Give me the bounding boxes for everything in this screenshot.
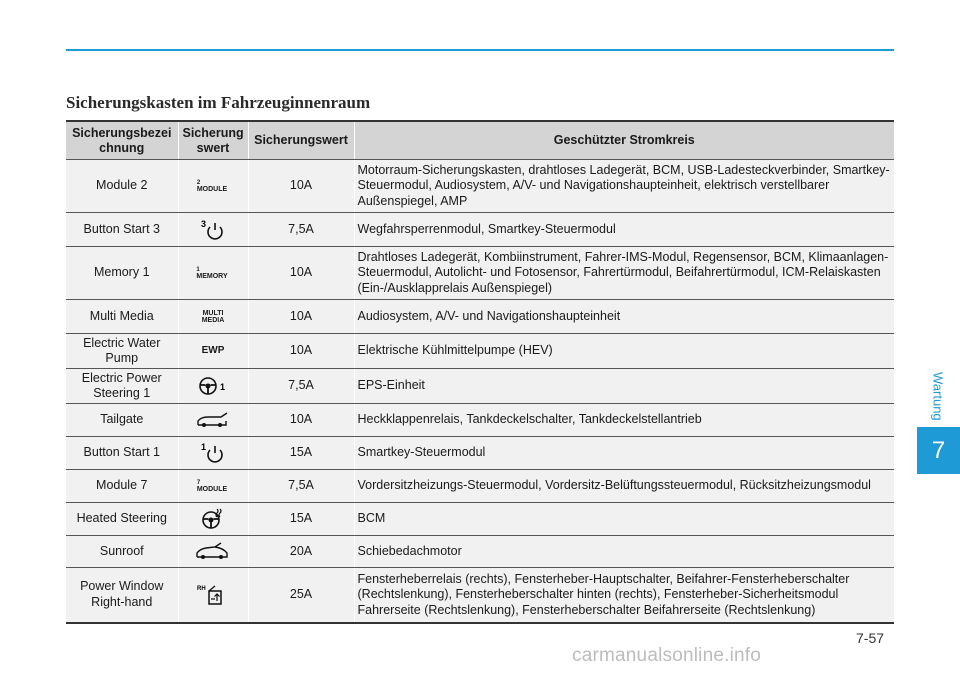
fuse-symbol [178, 247, 248, 300]
section-side-label: Wartung [930, 371, 946, 421]
fuse-name: Sunroof [66, 536, 178, 568]
fuse-name: Multi Media [66, 300, 178, 334]
top-rule [66, 49, 894, 51]
fuse-rating: 10A [248, 160, 354, 213]
table-row [66, 369, 894, 404]
fuse-name: Button Start 1 [66, 437, 178, 470]
fuse-table [66, 120, 894, 624]
fuse-name: Power Window Right-hand [66, 568, 178, 623]
fuse-rating: 7,5A [248, 369, 354, 404]
protected-circuit: Elektrische Kühlmittelpumpe (HEV) [354, 334, 894, 369]
table-row [66, 334, 894, 369]
power-window-icon [179, 582, 248, 608]
fuse-rating: 7,5A [248, 470, 354, 503]
fuse-name: Module 2 [66, 160, 178, 213]
fuse-rating: 25A [248, 568, 354, 623]
ewp-icon: EWP [201, 345, 225, 357]
fuse-name: Tailgate [66, 404, 178, 437]
header-fuse-name: Sicherungsbezei chnung [66, 121, 178, 160]
chapter-tab: 7 [917, 427, 960, 474]
fuse-name: Module 7 [66, 470, 178, 503]
table-row [66, 404, 894, 437]
module-icon: 2 MODULE [196, 179, 228, 193]
page-number: 7-57 [856, 630, 885, 646]
protected-circuit: Schiebedachmotor [354, 536, 894, 568]
fuse-symbol [178, 300, 248, 334]
sunroof-icon [179, 541, 248, 563]
steering-wheel-icon [179, 374, 248, 398]
fuse-rating: 10A [248, 404, 354, 437]
header-fuse-rating: Sicherungswert [248, 121, 354, 160]
header-protected-circuit: Geschützter Stromkreis [354, 121, 894, 160]
protected-circuit: Smartkey-Steuermodul [354, 437, 894, 470]
table-row [66, 247, 894, 300]
table-row [66, 160, 894, 213]
svg-text:1: 1 [201, 442, 207, 452]
fuse-symbol [178, 437, 248, 470]
protected-circuit: Wegfahrsperrenmodul, Smartkey-Steuermodul [354, 213, 894, 247]
table-row [66, 470, 894, 503]
fuse-name: Electric Power Steering 1 [66, 369, 178, 404]
fuse-name: Memory 1 [66, 247, 178, 300]
fuse-rating: 15A [248, 503, 354, 536]
fuse-name: Electric Water Pump [66, 334, 178, 369]
fuse-symbol [178, 404, 248, 437]
protected-circuit: BCM [354, 503, 894, 536]
table-row [66, 503, 894, 536]
svg-text:3: 3 [201, 218, 207, 229]
watermark: carmanualsonline.info [572, 645, 762, 666]
fuse-symbol [178, 334, 248, 369]
fuse-symbol [178, 503, 248, 536]
fuse-rating: 10A [248, 334, 354, 369]
module-icon: 7 MODULE [196, 479, 228, 493]
fuse-name: Button Start 3 [66, 213, 178, 247]
protected-circuit: Vordersitzheizungs-Steuermodul, Vordersitz-Belüftungssteuermodul, Rücksitzheizungsmodul [354, 470, 894, 503]
tailgate-icon [179, 409, 248, 431]
protected-circuit: EPS-Einheit [354, 369, 894, 404]
protected-circuit: Drahtloses Ladegerät, Kombiinstrument, Fahrer-IMS-Modul, Regensensor, BCM, Klimaanlagen-Steuermodul, Autolicht- und Fotosensor, Fahrertürmodul, Beifahrertürmodul, ICM-Relaiskasten (Ein-/Ausklapprelais Außenspiegel) [354, 247, 894, 300]
fuse-rating: 15A [248, 437, 354, 470]
start-button-icon [179, 218, 248, 242]
table-row [66, 536, 894, 568]
table-row [66, 213, 894, 247]
svg-text:1: 1 [220, 382, 226, 392]
header-fuse-symbol: Sicherung swert [178, 121, 248, 160]
fuse-symbol [178, 470, 248, 503]
protected-circuit: Heckklappenrelais, Tankdeckelschalter, Tankdeckelstellantrieb [354, 404, 894, 437]
fuse-rating: 20A [248, 536, 354, 568]
heated-steering-icon [179, 507, 248, 531]
table-row [66, 437, 894, 470]
fuse-rating: 10A [248, 300, 354, 334]
svg-text:RH: RH [197, 585, 206, 592]
protected-circuit: Motorraum-Sicherungskasten, drahtloses Ladegerät, BCM, USB-Ladesteckverbinder, Smartkey-Steuermodul, Audiosystem, A/V- und Navigationshaupteinheit, elektrisch verstellbarer Außenspiegel, AMP [354, 160, 894, 213]
table-header-row [66, 121, 894, 160]
protected-circuit: Audiosystem, A/V- und Navigationshaupteinheit [354, 300, 894, 334]
fuse-symbol [178, 160, 248, 213]
table-row [66, 300, 894, 334]
fuse-symbol [178, 568, 248, 623]
fuse-name: Heated Steering [66, 503, 178, 536]
fuse-symbol [178, 369, 248, 404]
multimedia-icon: MULTI MEDIA [201, 309, 225, 324]
protected-circuit: Fensterheberrelais (rechts), Fensterheber-Hauptschalter, Beifahrer-Fensterheberschalter (Rechtslenkung), Fensterheberschalter hinten (rechts), Fensterheber-Sicherheitsmodul Fahrerseite (Rechtslenkung), Fensterheberschalter Beifahrerseite (Rechtslenkung) [354, 568, 894, 623]
table-row [66, 568, 894, 623]
fuse-rating: 10A [248, 247, 354, 300]
section-title: Sicherungskasten im Fahrzeuginnenraum [66, 93, 371, 112]
memory-icon: 1 MEMORY [196, 266, 228, 280]
start-button-icon [179, 441, 248, 465]
fuse-symbol [178, 536, 248, 568]
fuse-symbol [178, 213, 248, 247]
fuse-rating: 7,5A [248, 213, 354, 247]
